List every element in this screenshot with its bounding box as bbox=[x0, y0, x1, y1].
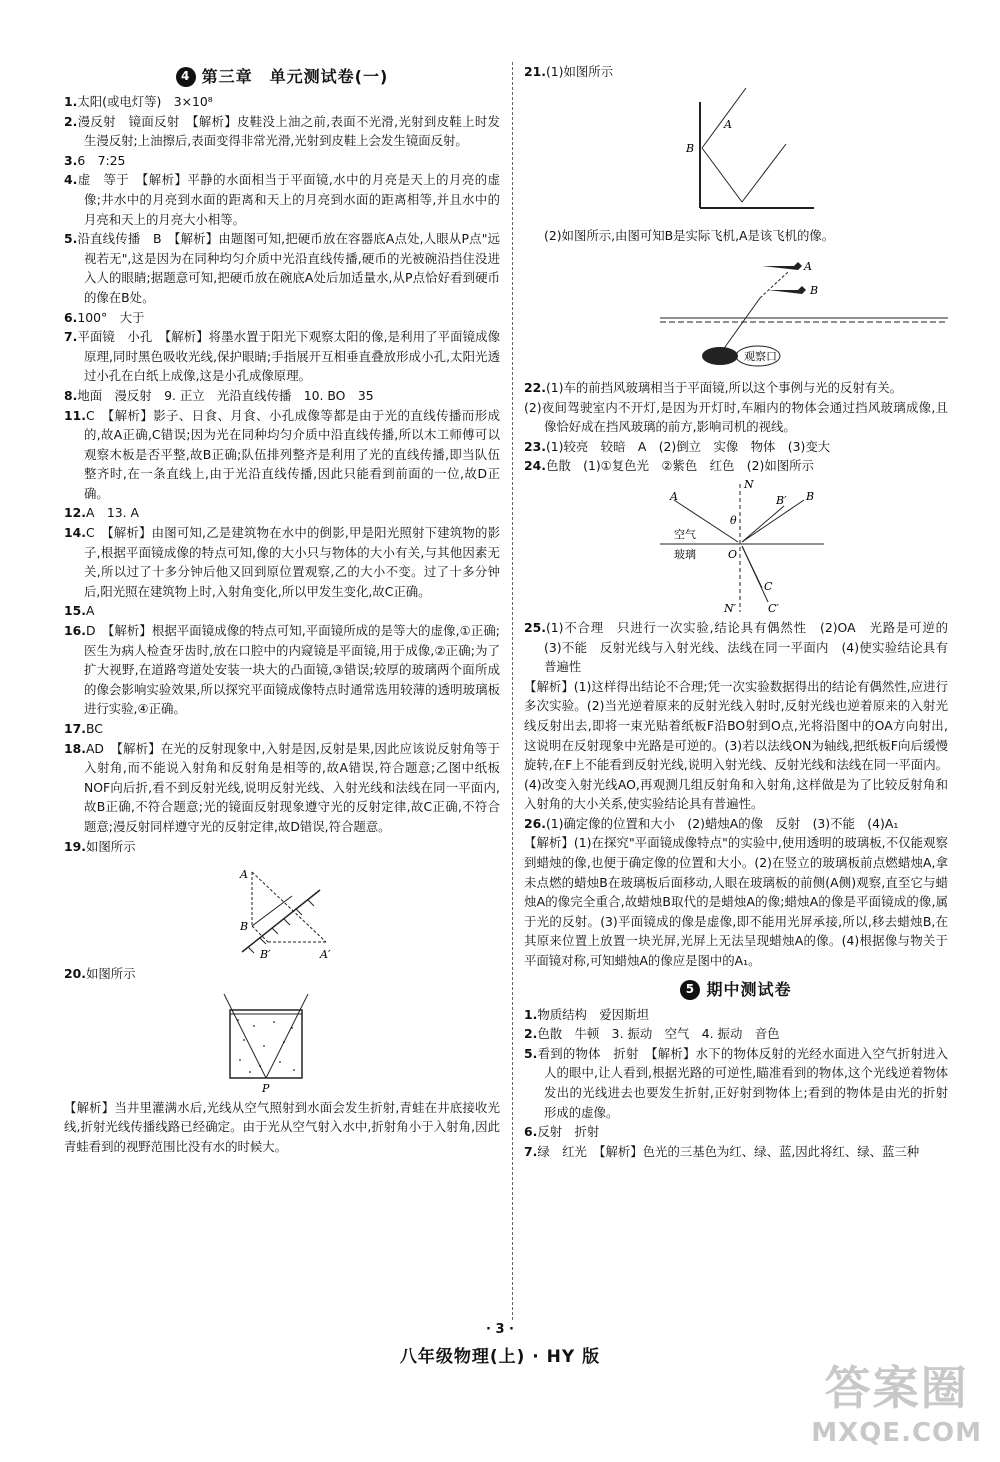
analysis-20: 【解析】当井里灌满水后,光线从空气照射到水面会发生折射,青蛙在井底接收光线,折射光线传播线路已经确定。由于光从空气射入水中,折射角小于入射角,因此青蛙看到的视野范围比没有水的时候大。 bbox=[64, 1099, 500, 1154]
answer-number: 6. bbox=[524, 1124, 538, 1140]
answer-number: 12. bbox=[64, 505, 86, 521]
figure-20 bbox=[64, 986, 500, 1096]
answer-text: 如图所示 bbox=[85, 838, 136, 854]
answer-text: 6 7:25 bbox=[77, 152, 126, 168]
answer-text: (1)车的前挡风玻璃相当于平面镜,所以这个事例与光的反射有关。 bbox=[545, 379, 902, 395]
answer-number: 22. bbox=[524, 379, 546, 395]
answer-item bbox=[64, 327, 500, 386]
fig24-label-C-prime: C′ bbox=[768, 601, 779, 615]
figure-21-2-svg bbox=[524, 258, 948, 376]
fig19-label-A-prime: A′ bbox=[320, 948, 331, 962]
section-number-badge: 4 bbox=[176, 67, 196, 87]
section-title-chapter3 bbox=[64, 62, 500, 92]
answer-item bbox=[524, 378, 948, 398]
answer-text: AD 【解析】在光的反射现象中,入射是因,反射是果,因此应该说反射角等于入射角,而不能说入射角和反射角是相等的,故A错误,符合题意;乙图中纸板NOF向后折,看不到反射光线,说明反射光线、入射光线和法线在同一平面内,故B正确,不符合题意;光的镜面反射现象遵守光的反射定律,故C正确,不符合题意;漫反射同样遵守光的反射定律,故D错误,符合题意。 bbox=[84, 740, 500, 834]
fig19-label-A: A bbox=[240, 868, 248, 882]
answer-list-right bbox=[524, 378, 948, 476]
answer-item bbox=[524, 1122, 948, 1142]
watermark-logo: 答案圈 MXQE.COM bbox=[811, 1361, 982, 1448]
answer-number: 17. bbox=[64, 721, 86, 736]
figure-19 bbox=[64, 858, 500, 962]
answer-item-20: 20.如图所示 bbox=[64, 966, 136, 982]
answer-item bbox=[64, 601, 500, 621]
answer-item bbox=[524, 1005, 948, 1025]
fig24-label-O: O bbox=[728, 547, 738, 561]
answer-text: 地面 漫反射 9. 正立 光沿直线传播 10. BO 35 bbox=[77, 387, 374, 403]
fig24-label-B: B bbox=[806, 489, 815, 503]
fig24-label-N: N bbox=[744, 477, 754, 491]
left-column bbox=[64, 62, 500, 1157]
answer-number: 1. bbox=[524, 1006, 538, 1022]
answer-text: 100° 大于 bbox=[77, 309, 145, 325]
answer-text: 反射 折射 bbox=[537, 1124, 600, 1140]
answer-number: 5. bbox=[524, 1045, 538, 1061]
answer-item bbox=[64, 503, 500, 523]
figure-24 bbox=[524, 478, 948, 616]
answer-text: (1)较亮 较暗 A (2)倒立 实像 物体 (3)变大 bbox=[545, 438, 831, 454]
answer-text: (2)夜间驾驶室内不开灯,是因为开灯时,车厢内的物体会通过挡风玻璃成像,且像恰好成在挡风玻璃的前方,影响司机的视线。 bbox=[524, 399, 948, 435]
answer-item bbox=[524, 814, 948, 834]
analysis-26: 【解析】(1)在探究"平面镜成像特点"的实验中,使用透明的玻璃板,不仅能观察到蜡烛的像,也便于确定像的位置和大小。(2)在竖立的玻璃板前点燃蜡烛A,拿未点燃的蜡烛B在玻璃板后面移动,人眼在玻璃板的前侧(A侧)观察,直至它与蜡烛A的像完全重合,故蜡烛B取代的是蜡烛A的像;蜡烛A的像是平面镜成的像,属于光的反射。(3)平面镜成的像是虚像,即不能用光屏承接,所以,移去蜡烛B,在其原来位置上放置一块光屏,光屏上无法呈现蜡烛A的像。(4)根据像与物关于平面镜对称,可知蜡烛A的像应是图中的A₁。 bbox=[524, 835, 948, 969]
answer-item bbox=[64, 112, 500, 151]
answer-list bbox=[64, 92, 500, 856]
figure-24-svg bbox=[524, 478, 948, 616]
answer-number: 3. bbox=[64, 152, 78, 168]
answer-item bbox=[524, 437, 948, 457]
answer-text: (1)不合理 只进行一次实验,结论具有偶然性 (2)OA 光路是可逆的 (3)不能 反射光线与入射光线、法线在同一平面内 (4)使实验结论具有普遍性 bbox=[544, 619, 961, 675]
answer-text: 沿直线传播 B 【解析】由题图可知,把硬币放在容器底A点处,人眼从P点"远视若无",这是因为在同种均匀介质中光沿直线传播,硬币的光被碗沿挡住没进入人的眼睛;据题意可知,把硬币放在碗底A处后加适量水,从P点恰好看到硬币的像在B处。 bbox=[77, 231, 500, 305]
section-title-midterm bbox=[524, 975, 948, 1005]
fig21-label-B: B bbox=[686, 141, 695, 155]
fig24-label-air: 空气 bbox=[674, 527, 696, 541]
answer-number: 16. bbox=[64, 623, 86, 639]
answer-text: BC bbox=[85, 721, 103, 736]
fig21-label-A: A bbox=[724, 117, 732, 131]
answer-number: 7. bbox=[64, 329, 78, 345]
answer-number: 19. bbox=[64, 838, 86, 854]
answer-text: (1)确定像的位置和大小 (2)蜡烛A的像 反射 (3)不能 (4)A₁ bbox=[545, 815, 899, 831]
answer-21-part2: (2)如图所示,由图可知B是实际飞机,A是该飞机的像。 bbox=[544, 227, 835, 243]
answer-text: A bbox=[85, 603, 95, 619]
answer-number: 11. bbox=[64, 407, 86, 423]
answer-number: 2. bbox=[64, 113, 78, 129]
answer-text: 平面镜 小孔 【解析】将墨水置于阳光下观察太阳的像,是利用了平面镜成像原理,同时黑色吸收光线,保护眼睛;手指展开互相垂直叠放形成小孔,太阳光透过小孔在白纸上成像,这是小孔成像原理。 bbox=[77, 329, 500, 384]
answer-item bbox=[64, 151, 500, 171]
section-title-text: 期中测试卷 bbox=[706, 979, 792, 999]
answer-text: 物质结构 爱因斯坦 bbox=[537, 1006, 649, 1022]
answer-number: 25. bbox=[524, 619, 546, 635]
answer-number: 2. bbox=[524, 1026, 538, 1042]
answer-number: 1. bbox=[64, 94, 78, 109]
fig19-label-B-prime: B′ bbox=[260, 948, 271, 962]
answer-item-21: 21.(1)如图所示 bbox=[524, 64, 614, 79]
answer-number: 8. bbox=[64, 387, 78, 403]
fig24-label-C: C bbox=[764, 579, 773, 593]
answer-number: 24. bbox=[524, 458, 546, 474]
answer-item bbox=[64, 406, 500, 504]
answer-number: 18. bbox=[64, 740, 86, 756]
answer-number: 6. bbox=[64, 309, 78, 325]
answer-item bbox=[64, 837, 500, 857]
answer-item bbox=[524, 1142, 948, 1162]
answer-number: 4. bbox=[64, 172, 78, 188]
figure-21-1 bbox=[524, 84, 948, 214]
answer-text: 色散 牛顿 3. 振动 空气 4. 振动 音色 bbox=[537, 1026, 780, 1042]
figure-21-2 bbox=[524, 258, 948, 376]
section-number-badge: 5 bbox=[680, 980, 700, 1000]
answer-text: 看到的物体 折射 【解析】水下的物体反射的光经水面进入空气折射进入人的眼中,让人看到,根据光路的可逆性,瞄准看到的物体,这个光线逆着物体发出的光线进去也要发生折射,正好射到物体上;看到的物体是由光的折射形成的虚像。 bbox=[537, 1045, 948, 1120]
answer-item bbox=[524, 456, 948, 476]
answer-item bbox=[524, 1044, 948, 1122]
answer-item bbox=[64, 719, 500, 739]
answer-text: A 13. A bbox=[85, 505, 139, 521]
answer-number: 14. bbox=[64, 525, 86, 541]
answer-text: D 【解析】根据平面镜成像的特点可知,平面镜所成的是等大的虚像,①正确;医生为病人检查牙齿时,放在口腔中的内窥镜是平面镜,用于成像,②正确;为了扩大视野,在道路弯道处安装一块大的凸面镜,③错误;较厚的玻璃两个面所成的像会影响实验效果,所以探究平面镜成像特点时通常选用较薄的透明玻璃板进行实验,④正确。 bbox=[84, 623, 500, 717]
answer-number: 26. bbox=[524, 815, 546, 831]
answer-item bbox=[64, 739, 500, 837]
answer-text: 绿 红光 【解析】色光的三基色为红、绿、蓝,因此将红、绿、蓝三种 bbox=[537, 1143, 920, 1159]
answer-number: 15. bbox=[64, 603, 86, 619]
answer-item bbox=[64, 92, 500, 112]
answer-number: 5. bbox=[64, 231, 78, 247]
answer-item bbox=[64, 308, 500, 328]
answer-number: 23. bbox=[524, 438, 546, 454]
answer-text: C 【解析】由图可知,乙是建筑物在水中的倒影,甲是阳光照射下建筑物的影子,根据平面镜成像的特点可知,像的大小只与物体的大小有关,与其他因素无关,所以过了十多分钟后他又回到原位置观察,乙的大小不变。过了十多分钟后,阳光照在建筑物上时,入射角变化,所以甲发生变化,故C正确。 bbox=[84, 525, 500, 599]
fig24-label-glass: 玻璃 bbox=[674, 547, 696, 561]
answer-item bbox=[524, 398, 948, 437]
figure-19-svg bbox=[64, 858, 500, 962]
page-number: · 3 · bbox=[486, 1322, 514, 1337]
analysis-25: 【解析】(1)这样得出结论不合理;凭一次实验数据得出的结论有偶然性,应进行多次实验。(2)当光逆着原来的反射光线入射时,反射光线也逆着原来的入射光线反射出去,即将一束光贴着纸板F沿BO射到O点,光将沿图中的OA方向射出,这说明在反射现象中光路是可逆的。(3)若以法线ON为轴线,把纸板F向后缓慢旋转,在F上不能看到反射光线,说明入射光线、反射光线和法线在同一平面内。(4)改变入射光线AO,再观测几组反射角和入射角,这样做是为了比较反射角和入射角的大小关系,使实验结论具有普遍性。 bbox=[524, 678, 948, 812]
fig24-label-N-prime: N′ bbox=[724, 601, 737, 615]
answer-list-right-3 bbox=[524, 814, 948, 834]
answer-item bbox=[64, 170, 500, 229]
figure-21-1-svg bbox=[524, 84, 948, 214]
answer-item bbox=[64, 229, 500, 307]
answer-number: 7. bbox=[524, 1143, 538, 1159]
fig20-label-P: P bbox=[262, 1081, 270, 1095]
figure-20-svg bbox=[64, 986, 500, 1096]
answer-item bbox=[524, 618, 961, 677]
fig21b-label-B: B bbox=[810, 283, 819, 297]
fig24-label-theta: θ bbox=[730, 513, 737, 527]
answer-list-midterm bbox=[524, 1005, 948, 1162]
answer-item bbox=[64, 621, 500, 719]
answer-list-right-2 bbox=[524, 618, 961, 677]
column-divider bbox=[512, 62, 513, 1320]
fig21b-label-A: A bbox=[804, 259, 812, 273]
fig24-label-B-prime: B′ bbox=[776, 493, 787, 507]
fig24-label-A: A bbox=[670, 489, 678, 503]
book-title: 八年级物理(上) · HY 版 bbox=[399, 1347, 601, 1367]
answer-item bbox=[64, 523, 500, 601]
answer-text: 漫反射 镜面反射 【解析】皮鞋没上油之前,表面不光滑,光射到皮鞋上时发生漫反射;上油擦后,表面变得非常光滑,光射到皮鞋上会发生镜面反射。 bbox=[77, 113, 500, 149]
answer-item bbox=[524, 1024, 948, 1044]
answer-text: 虚 等于 【解析】平静的水面相当于平面镜,水中的月亮是天上的月亮的虚像;井水中的月亮到水面的距离和天上的月亮到水面的距离相等,并且水中的月亮和天上的月亮大小相等。 bbox=[77, 172, 500, 227]
answer-text: 色散 (1)①复色光 ②紫色 红色 (2)如图所示 bbox=[545, 458, 814, 474]
fig19-label-B: B bbox=[240, 920, 249, 934]
answer-text: C 【解析】影子、日食、月食、小孔成像等都是由于光的直线传播而形成的,故A正确,C错误;因为光在同种均匀介质中沿直线传播,所以木工师傅可以观察木板是否平整,故B正确;队伍排列整齐是利用了光的直线传播,即当队伍整齐时,在一条直线上,由于光沿直线传播,因此只能看到前面的一位,故D正确。 bbox=[84, 407, 500, 501]
section-title-text: 第三章 单元测试卷(一) bbox=[201, 67, 389, 87]
answer-text: 太阳(或电灯等) 3×10⁸ bbox=[77, 94, 213, 109]
answer-item bbox=[64, 386, 500, 406]
fig21b-label-window: 观察口 bbox=[744, 349, 777, 363]
right-column bbox=[524, 62, 961, 1161]
